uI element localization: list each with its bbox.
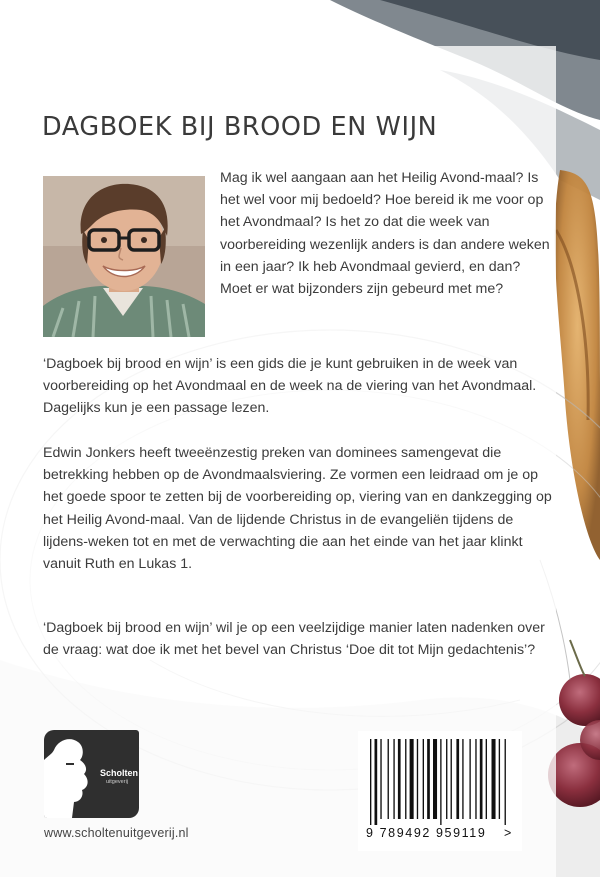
barcode-bar xyxy=(433,739,437,819)
body-paragraph xyxy=(43,442,553,575)
barcode-arrow: > xyxy=(504,826,512,840)
barcode-bar xyxy=(410,739,414,819)
logo-name: Scholten xyxy=(100,768,139,778)
barcode-bar xyxy=(480,739,483,819)
barcode-bar xyxy=(393,739,394,819)
barcode-bars xyxy=(370,739,510,825)
logo-subtitle: uitgeverij xyxy=(106,779,129,785)
barcode-bar xyxy=(462,739,463,819)
barcode-bar xyxy=(492,739,496,819)
barcode-bar xyxy=(423,739,424,819)
book-title: DAGBOEK BIJ BROOD EN WIJN xyxy=(42,112,438,142)
paragraph-preken: Edwin Jonkers heeft tweeënzestig preken van dominees samengevat die betrekking hebben op de Avondmaalsviering. Ze vormen een leidraad om je op het goede spoor te zetten bij de voorbereiding op, viering van en dankzegging op het Heilig Avond-maal. Van de lijdende Christus in de evangeliën tijdens de lijdens-weken tot en met de verwachting die aan het einde van het jaar klinkt vanuit Ruth en Lukas 1. xyxy=(43,445,552,573)
barcode-bar xyxy=(417,739,418,819)
paragraph-gids: ‘Dagboek bij brood en wijn’ is een gids die je kunt gebruiken in de week van voorbereiding op het Avondmaal en de week na de viering van het Avondmaal. Dagelijks kun je een passage lezen. xyxy=(43,356,537,417)
barcode-bar xyxy=(446,739,447,819)
barcode-bar xyxy=(451,739,452,819)
barcode-bar xyxy=(375,739,378,825)
body-paragraph xyxy=(43,617,553,661)
barcode-bar xyxy=(505,739,506,825)
intro-text: Mag ik wel aangaan aan het Heilig Avond-maal? Is het wel voor mij bedoeld? Hoe bereid ik me voor op het Avondmaal? Is het zo dat die week van voorbereiding wezenlijk anders is dan andere weken in een jaar? Ik heb Avondmaal gevierd, en dan? Moet er wat bijzonders zijn gebeurd met me? xyxy=(220,170,550,298)
barcode-bar xyxy=(427,739,430,819)
barcode-bar xyxy=(440,739,441,825)
body-paragraph xyxy=(43,353,553,420)
barcode-bar xyxy=(398,739,401,819)
paragraph-vraag: ‘Dagboek bij brood en wijn’ wil je op een veelzijdige manier laten nadenken over de vraag: wat doe ik met het bevel van Christus ‘Doe dit tot Mijn gedachtenis’? xyxy=(43,620,545,659)
publisher-logo xyxy=(44,730,139,818)
author-photo xyxy=(43,176,205,337)
barcode xyxy=(358,731,522,851)
barcode-bar xyxy=(475,739,476,819)
barcode-bar xyxy=(405,739,406,819)
isbn-number: 9 789492 959119 xyxy=(366,826,487,840)
barcode-bar xyxy=(499,739,500,819)
barcode-bar xyxy=(486,739,487,819)
barcode-bar xyxy=(388,739,389,819)
publisher-website: www.scholtenuitgeverij.nl xyxy=(44,826,189,840)
author-portrait-image xyxy=(43,176,205,337)
barcode-bar xyxy=(456,739,459,819)
barcode-bar xyxy=(370,739,371,825)
barcode-bar xyxy=(469,739,470,819)
barcode-bar xyxy=(380,739,381,819)
